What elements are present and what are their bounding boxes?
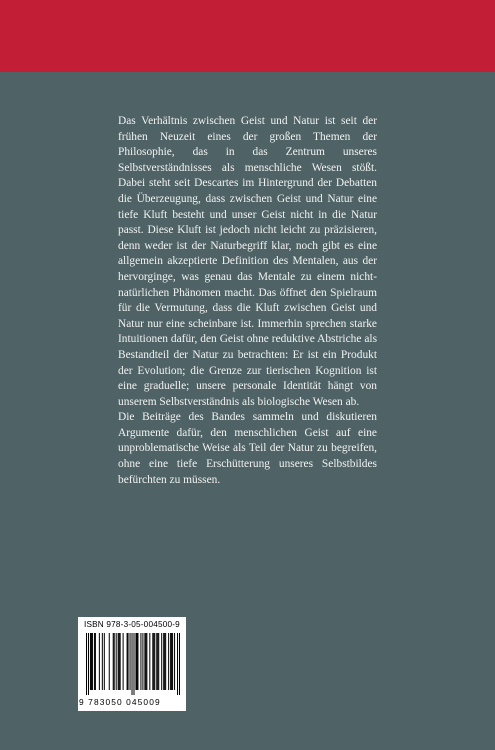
barcode-bar (146, 633, 147, 690)
barcode-bar (171, 633, 172, 690)
barcode-bar (123, 633, 124, 690)
blurb-paragraph-1: Das Verhältnis zwischen Geist und Natur ist seit der frühen Neuzeit eines der großen Themen der Philosophie, das in das Zentrum unseres Selbstverständnisses als menschliche Wesen stößt. Dabei steht seit Descartes im Hintergrund der Debatten die Überzeugung, dass zwischen Geist und Natur eine tiefe Kluft besteht und unser Geist nicht in die Natur passt. Diese Kluft ist jedoch nicht leicht zu präzisieren, denn weder ist der Naturbegriff klar, noch gibt es eine allgemein akzeptierte Definition des Mentalen, aus der hervorginge, was genau das Mentale zu einem nicht-natürlichen Phänomen macht. Das öffnet den Spielraum für die Vermutung, dass die Kluft zwischen Geist und Natur nur eine scheinbare ist. Immerhin sprechen starke Intuitionen dafür, den Geist ohne reduktive Abstriche als Bestandteil der Natur zu betrachten: Er ist ein Produkt der Evolution; die Grenze zur tierischen Kognition ist eine graduelle; unsere personale Identität hängt von unserem Selbstverständnis als biologische Wesen ab. (118, 115, 377, 408)
barcode-bar (168, 633, 169, 690)
barcode-bar (163, 633, 164, 690)
barcode-bar (144, 633, 145, 690)
barcode-bar (161, 633, 162, 690)
barcode-bar (179, 633, 180, 695)
barcode-bar (118, 633, 119, 690)
barcode-bar (165, 633, 166, 690)
barcode-bar (94, 633, 95, 690)
barcode-bar (91, 633, 92, 690)
barcode-bar (136, 633, 137, 690)
barcode-bar (99, 633, 100, 690)
barcode-bar (109, 633, 110, 690)
barcode-bar (133, 633, 134, 695)
isbn-label: ISBN 978-3-05-004500-9 (84, 620, 180, 629)
barcode-bar (164, 633, 165, 690)
barcode-bar (130, 633, 131, 690)
back-cover-blurb (118, 114, 377, 488)
barcode-bar (128, 633, 129, 690)
barcode-bar (104, 633, 105, 690)
isbn-barcode (78, 617, 186, 711)
barcode-bar (113, 633, 114, 690)
barcode-bar (172, 633, 173, 690)
barcode-bar (120, 633, 121, 690)
barcode-bars (86, 633, 180, 695)
barcode-bar (92, 633, 93, 690)
barcode-bar (177, 633, 178, 695)
blurb-paragraph-2: Die Beiträge des Bandes sammeln und diskutieren Argumente dafür, den menschlichen Geist auf eine unproblematische Weise als Teil der Natur zu begreifen, ohne eine tiefe Erschütterung unseres Selbstbildes befürchten zu müssen. (118, 411, 377, 486)
barcode-bar (153, 633, 154, 690)
barcode-bar (145, 633, 146, 690)
barcode-bar (127, 633, 128, 690)
barcode-bar (86, 633, 87, 695)
top-red-band (0, 0, 495, 72)
barcode-bar (156, 633, 157, 690)
barcode-bar (174, 633, 175, 690)
barcode-bar (154, 633, 155, 690)
barcode-bar (95, 633, 96, 690)
barcode-bar (114, 633, 115, 690)
barcode-bar (152, 633, 153, 690)
barcode-bar (116, 633, 117, 690)
barcode-bar (149, 633, 150, 690)
barcode-bar (142, 633, 143, 690)
barcode-bar (90, 633, 91, 690)
barcode-bar (102, 633, 103, 690)
barcode-bar (170, 633, 171, 690)
barcode-digits: 9 783050 045009 (79, 697, 161, 707)
barcode-bar (140, 633, 141, 690)
barcode-bar (135, 633, 136, 690)
barcode-bar (157, 633, 158, 690)
barcode-bar (132, 633, 133, 695)
barcode-bar (158, 633, 159, 690)
barcode-bar (88, 633, 89, 695)
barcode-bar (137, 633, 138, 690)
barcode-bar (119, 633, 120, 690)
